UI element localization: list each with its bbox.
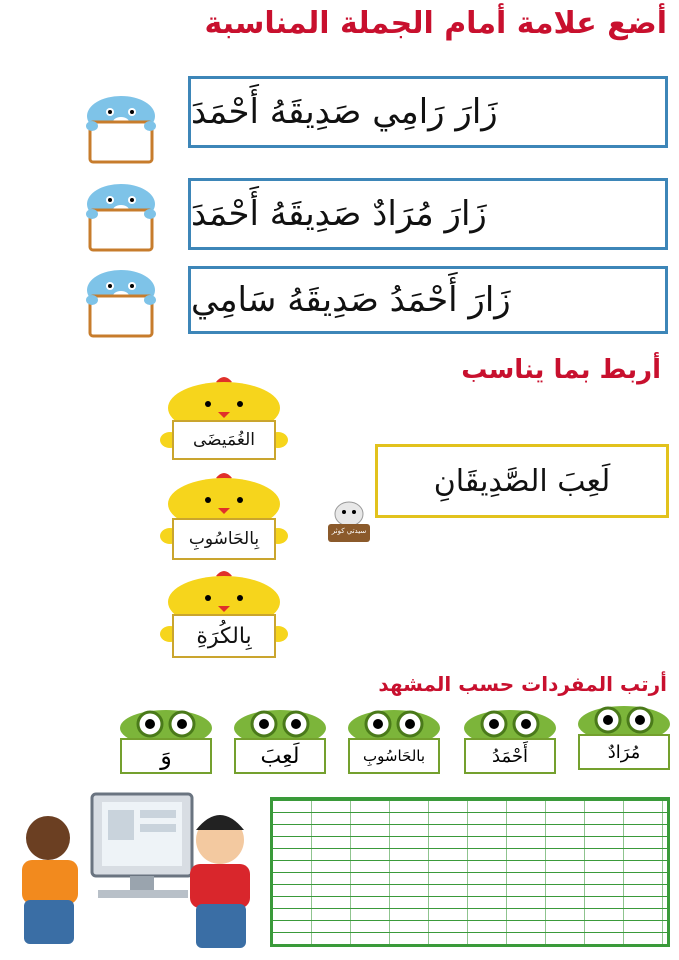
logo-sticker	[324, 500, 374, 546]
word-card-3[interactable]: بالحَاسُوبِ	[348, 738, 440, 774]
seal-checkbox-2[interactable]	[82, 182, 160, 252]
section3-title: أرتب المفردات حسب المشهد	[378, 672, 667, 696]
word-card-4[interactable]: لَعِبَ	[234, 738, 326, 774]
section2-title: أربط بما يناسب	[461, 355, 661, 385]
sentence-to-complete: لَعِبَ الصَّدِيقَانِ	[375, 444, 669, 518]
seal-checkbox-3[interactable]	[82, 268, 160, 338]
sentence-box-1: زَارَ رَامِي صَدِيقَهُ أَحْمَدَ	[188, 76, 668, 148]
logo-text: سيدتي كوثر	[331, 527, 367, 535]
writing-grid[interactable]	[270, 797, 670, 947]
option-card-3[interactable]: بِالكُرَةِ	[172, 614, 276, 658]
sentence-box-3: زَارَ أَحْمَدُ صَدِيقَهُ سَامِي	[188, 266, 668, 334]
section1-title: أضع علامة أمام الجملة المناسبة	[204, 6, 667, 41]
option-card-2[interactable]: بِالحَاسُوبِ	[172, 518, 276, 560]
word-card-5[interactable]: وَ	[120, 738, 212, 774]
word-card-1[interactable]: مُرَادٌ	[578, 734, 670, 770]
sentence-box-2: زَارَ مُرَادٌ صَدِيقَهُ أَحْمَدَ	[188, 178, 668, 250]
kids-computer-illustration	[8, 788, 258, 954]
word-card-2[interactable]: أَحْمَدُ	[464, 738, 556, 774]
seal-checkbox-1[interactable]	[82, 94, 160, 164]
option-card-1[interactable]: الغُمَيضَى	[172, 420, 276, 460]
